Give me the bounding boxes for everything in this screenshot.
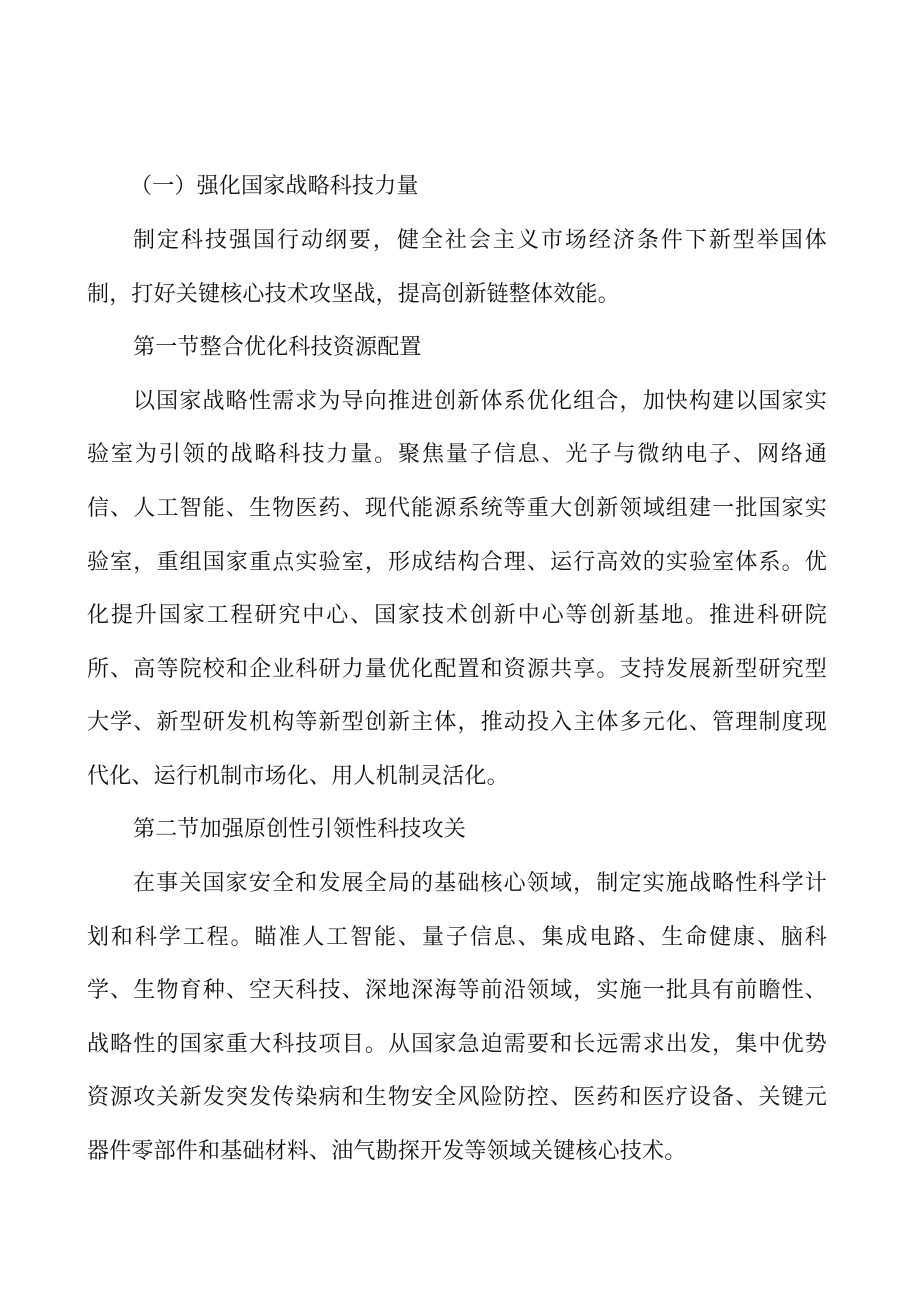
paragraph-3-line-3: 学、生物育种、空天科技、深地深海等前沿领域，实施一批具有前瞻性、 bbox=[87, 978, 827, 1003]
paragraph-2-line-8: 代化、运行机制市场化、用人机制灵活化。 bbox=[87, 764, 509, 789]
section-2-title: 第二节加强原创性引领性科技攻关 bbox=[133, 817, 467, 842]
heading-strengthen-national-strategic-tech: （一）强化国家战略科技力量 bbox=[130, 174, 419, 199]
paragraph-2-line-3: 信、人工智能、生物医药、现代能源系统等重大创新领域组建一批国家实 bbox=[87, 496, 827, 521]
paragraph-3-line-2: 划和科学工程。瞄准人工智能、量子信息、集成电路、生命健康、脑科 bbox=[87, 925, 827, 950]
paragraph-2-line-5: 化提升国家工程研究中心、国家技术创新中心等创新基地。推进科研院 bbox=[87, 603, 827, 628]
paragraph-1-line-2: 制，打好关键核心技术攻坚战，提高创新链整体效能。 bbox=[87, 282, 620, 307]
paragraph-3-line-4: 战略性的国家重大科技项目。从国家急迫需要和长远需求出发，集中优势 bbox=[87, 1032, 827, 1057]
paragraph-2-line-2: 验室为引领的战略科技力量。聚焦量子信息、光子与微纳电子、网络通 bbox=[87, 442, 827, 467]
paragraph-2-line-7: 大学、新型研发机构等新型创新主体，推动投入主体多元化、管理制度现 bbox=[87, 710, 827, 735]
paragraph-3-line-5: 资源攻关新发突发传染病和生物安全风险防控、医药和医疗设备、关键元 bbox=[87, 1085, 827, 1110]
paragraph-1-line-1: 制定科技强国行动纲要，健全社会主义市场经济条件下新型举国体 bbox=[133, 228, 827, 253]
paragraph-3-line-6: 器件零部件和基础材料、油气勘探开发等领域关键核心技术。 bbox=[87, 1139, 687, 1164]
paragraph-2-line-1: 以国家战略性需求为导向推进创新体系优化组合，加快构建以国家实 bbox=[133, 389, 827, 414]
paragraph-2-line-6: 所、高等院校和企业科研力量优化配置和资源共享。支持发展新型研究型 bbox=[87, 657, 827, 682]
section-1-title: 第一节整合优化科技资源配置 bbox=[133, 335, 422, 360]
paragraph-2-line-4: 验室，重组国家重点实验室，形成结构合理、运行高效的实验室体系。优 bbox=[87, 550, 827, 575]
paragraph-3-line-1: 在事关国家安全和发展全局的基础核心领域，制定实施战略性科学计 bbox=[133, 871, 827, 896]
